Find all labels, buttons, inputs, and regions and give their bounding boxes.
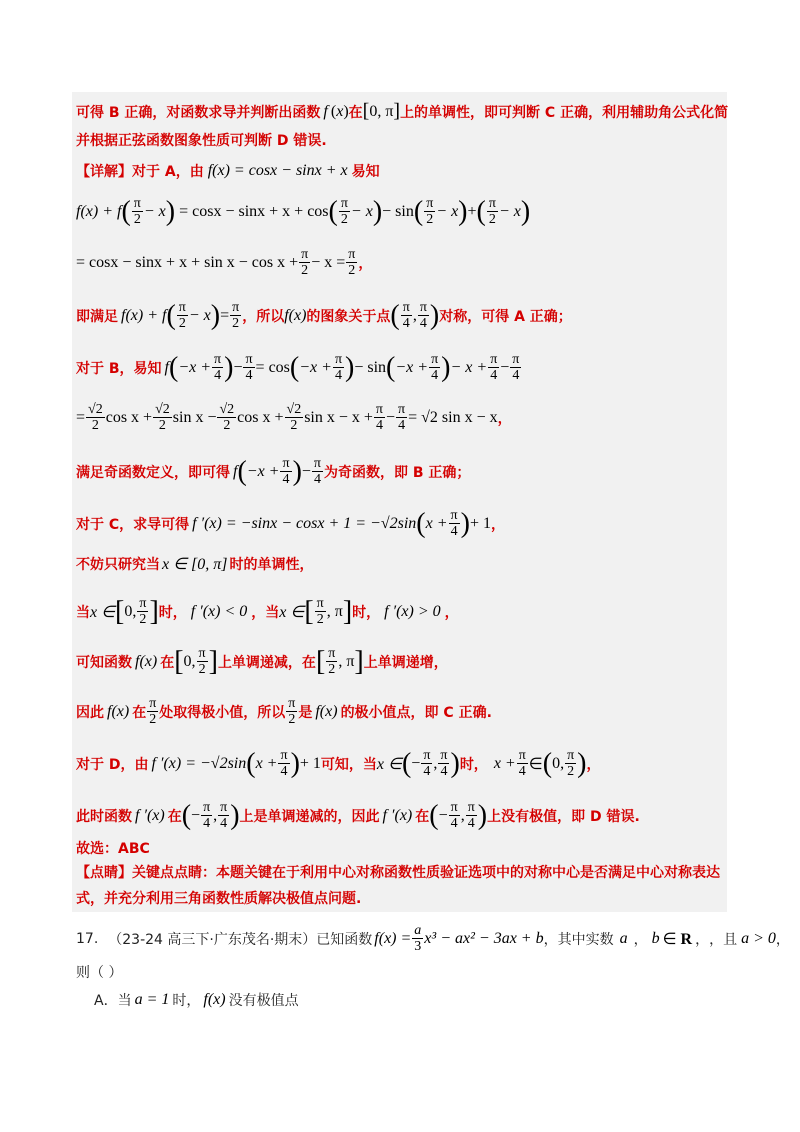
c-intro: 对于 C，求导可得 f ′(x) = −sinx − cosx + 1 = −√2sin ( x + $\frac{\pi}{4}$ ) + 1 ， <box>76 507 505 539</box>
text: 为奇函数，即 B 正确； <box>324 464 471 481</box>
text: 的图象关于点 <box>306 308 391 325</box>
formula: + <box>467 202 477 220</box>
detail-line <box>76 161 380 181</box>
text: ，其中实数 <box>543 931 614 948</box>
formula: f(x) = cosx − sinx + x <box>207 162 348 179</box>
option-a-label: A．当 <box>94 993 132 1009</box>
comment-line-2: 式，并充分利用三角函数性质解决极值点问题. <box>76 891 362 907</box>
formula: = cosx − sinx + x + cos <box>179 202 329 220</box>
text: 是 <box>298 704 313 721</box>
text: 上是单调递减的，因此 <box>239 808 380 825</box>
text: ，且 <box>709 931 738 948</box>
text: 时， <box>158 604 187 621</box>
formula: = cosx − sinx + x + sin x − cos x + <box>76 253 299 271</box>
text: 对于 B，易知 <box>76 360 162 377</box>
text: 即满足 <box>76 308 118 325</box>
text: 对于 C，求导可得 <box>76 516 190 533</box>
b-intro: 对于 B，易知 f ( −x + $\frac{\pi}{4}$ ) − $\frac{\pi}{4}$ = cos ( −x + $\frac{\pi}{4}$ ) − sin ( −x + $\frac{\pi}{4}$ ) − x + $\frac{\pi}{4}$ − $\frac{\pi}{4}$ <box>76 351 520 383</box>
b-conclusion: 满足奇函数定义，即可得 f ( −x + $\frac{\pi}{4}$ ) − $\frac{\pi}{4}$ 为奇函数，即 B 正确； <box>76 455 471 487</box>
c-when: 当 x ∈ [ 0, $\frac{\pi}{2}$ ] 时， f ′(x) < 0 ， 当 x ∈ [ $\frac{\pi}{2}$ , π ] 时， f ′(x) > 0 ， <box>76 595 459 627</box>
text: 此时函数 <box>76 808 132 825</box>
question-source: （23-24 高三下·广东茂名·期末）已知函数 <box>108 931 373 948</box>
c-monotonic: 可知函数 f(x) 在 [ 0, $\frac{\pi}{2}$ ] 上单调递减，在 [ $\frac{\pi}{2}$ , π ] 上单调递增， <box>76 645 448 677</box>
text: 对于 D，由 <box>76 756 149 773</box>
solution-line-2: 并根据正弦函数图象性质可判断 D 错误. <box>76 133 327 149</box>
text: 上单调递减，在 <box>217 654 316 671</box>
b-equation: = $\frac{√2}{2}$ cos x + $\frac{√2}{2}$ sin x − $\frac{√2}{2}$ cos x + $\frac{√2}{2}$ sin x − x + $\frac{\pi}{4}$ − $\frac{\pi}{4}$ = √2 sin x − x ， <box>76 402 512 433</box>
question-number: 17. <box>76 930 99 947</box>
text: 上单调递增， <box>363 654 448 671</box>
text: 时， <box>172 993 201 1009</box>
text: 上没有极值，即 D 错误. <box>487 808 640 825</box>
text: 上的单调性，即可判断 C 正确，利用辅助角公式化简 <box>400 104 729 121</box>
text: 易知 <box>351 164 380 180</box>
question-then: 则（ ） <box>76 965 123 981</box>
text: 在 <box>348 104 363 121</box>
text: 因此 <box>76 704 104 721</box>
text: 可知函数 <box>76 654 132 671</box>
text: 的极小值点，即 C 正确. <box>340 704 492 721</box>
text: 时的单调性， <box>229 557 314 573</box>
text: 可得 B 正确，对函数求导并判断出函数 <box>76 104 321 121</box>
formula: − x = <box>311 253 346 271</box>
d-intro: 对于 D，由 f ′(x) = −√2sin ( x + $\frac{\pi}{4}$ ) + 1 可知，当 x ∈ ( − $\frac{\pi}{4}$ , $\frac{\pi}{4}$ ) 时， x + $\frac{\pi}{4}$ ∈ ( 0, $\frac{\pi}{2}$ ) ， <box>76 747 601 779</box>
text: 没有极值点 <box>228 993 299 1009</box>
question-17: 17. （23-24 高三下·广东茂名·期末）已知函数 f(x) = $\frac{a}{3}$ x³ − ax² − 3ax + b ，其中实数 a ， b ∈ R ， ，且 a > 0 ， <box>76 923 790 954</box>
solution-line-1: 可得 B 正确，对函数求导并判断出函数 f ( x ) 在 [ 0, π ] 上的单调性，即可判断 C 正确，利用辅助角公式化简 <box>76 100 729 122</box>
d-conclusion: 此时函数 f ′(x) 在 ( − $\frac{\pi}{4}$ , $\frac{\pi}{4}$ ) 上是单调递减的，因此 f ′(x) 在 ( − $\frac{\pi}{4}$ , $\frac{\pi}{4}$ ) 上没有极值，即 D 错误. <box>76 799 640 831</box>
text: 可知，当 <box>320 756 377 773</box>
equation-a-2: = cosx − sinx + x + sin x − cos x + $\frac{\pi}{2}$ − x = $\frac{\pi}{2}$ ， <box>76 247 373 278</box>
comment-line-1: 【点睛】关键点点睛：本题关键在于利用中心对称函数性质验证选项中的对称中心是否满足中心对称表达 <box>76 865 720 881</box>
text: ，所以 <box>242 308 285 325</box>
text: 对称，可得 A 正确； <box>439 308 572 325</box>
text: 时， <box>352 604 381 621</box>
detail-tag: 【详解】对于 A，由 <box>76 164 204 180</box>
text: 当 <box>265 604 280 621</box>
equation-a-1: f(x) + f ( $\frac{\pi}{2}$ − x ) = cosx − sinx + x + cos ( $\frac{\pi}{2}$ − x ) − sin ( $\frac{\pi}{2}$ − x ) + ( $\frac{\pi}{2}$ − x ) <box>76 195 531 227</box>
formula: − sin <box>382 202 414 220</box>
c-conclusion: 因此 f(x) 在 $\frac{\pi}{2}$ 处取得极小值，所以 $\frac{\pi}{2}$ 是 f(x) 的极小值点，即 C 正确. <box>76 696 492 727</box>
text: 当 <box>76 604 90 621</box>
a-conclusion: 即满足 f(x) + f ( $\frac{\pi}{2}$ − x ) = $\frac{\pi}{2}$ ，所以 f(x) 的图象关于点 ( $\frac{\pi}{4}$ , $\frac{\pi}{4}$ ) 对称，可得 A 正确； <box>76 299 572 331</box>
c-assume: 不妨只研究当 x ∈ [0, π] 时的单调性， <box>76 556 314 573</box>
formula: f(x) + f <box>76 202 122 220</box>
text: 处取得极小值，所以 <box>159 704 286 721</box>
answer-line: 故选：ABC <box>76 841 150 857</box>
option-a: A．当 a = 1 时， f(x) 没有极值点 <box>94 991 299 1009</box>
text: 满足奇函数定义，即可得 <box>76 464 230 481</box>
text: 不妨只研究当 <box>76 557 160 573</box>
